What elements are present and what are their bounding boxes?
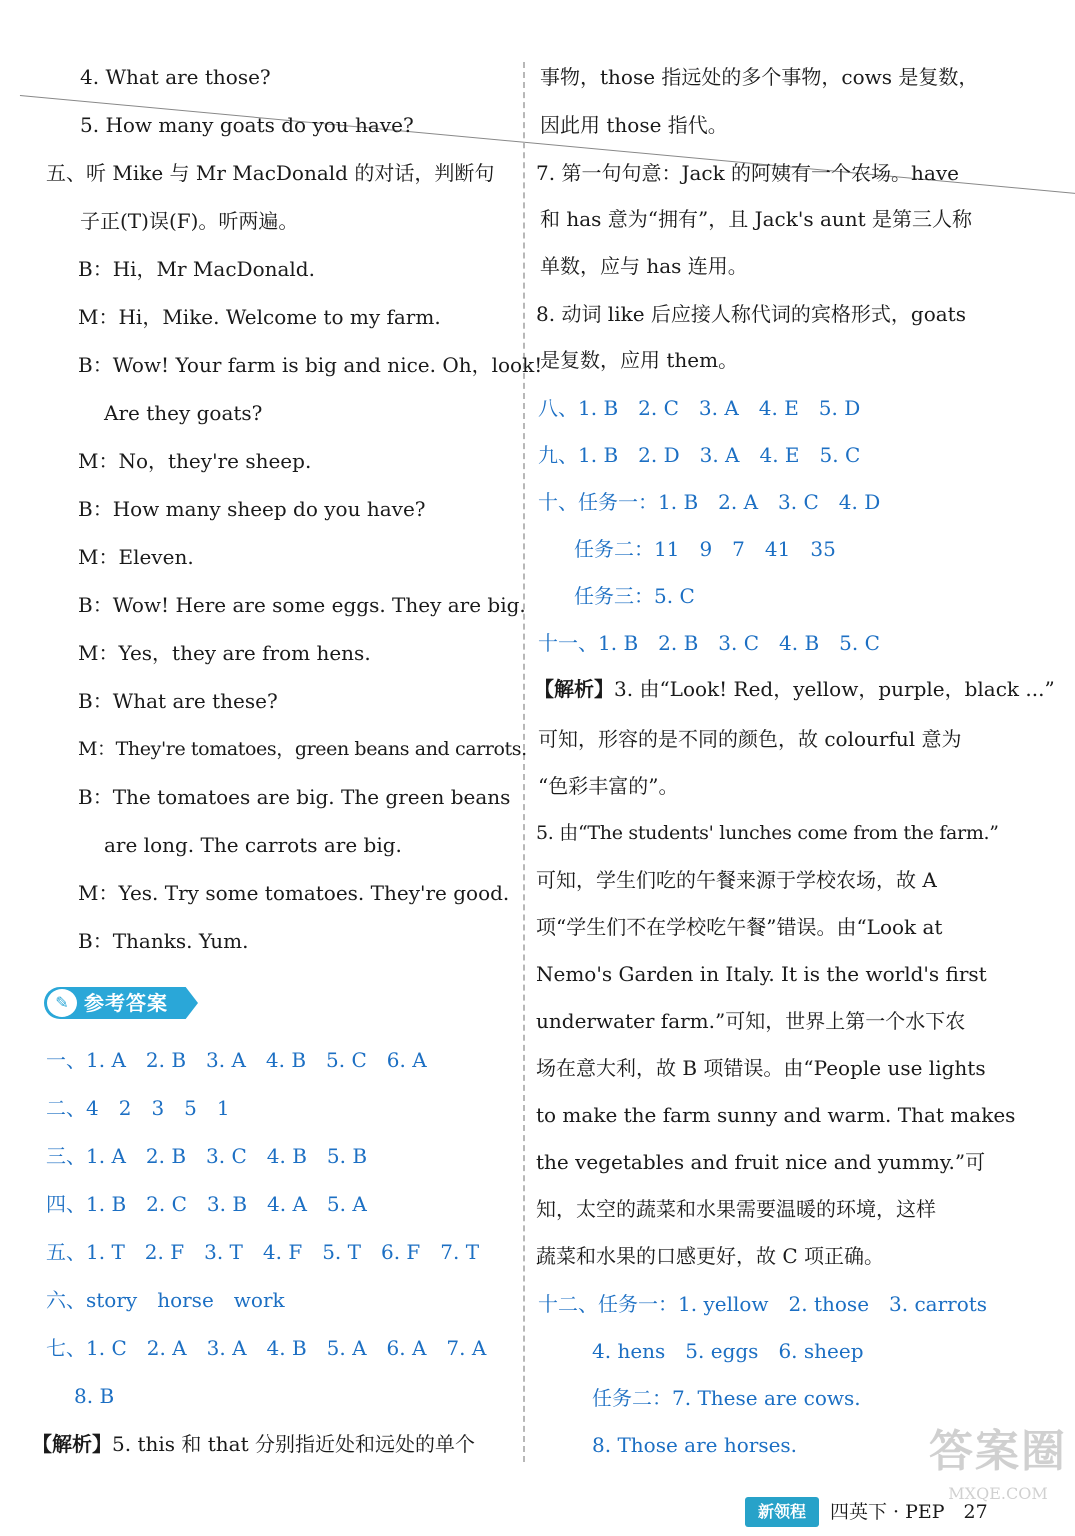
analysis-line: Nemo's Garden in Italy. It is the world's first — [536, 962, 987, 986]
analysis-line: 和 has 意为“拥有”，且 Jack's aunt 是第三人称 — [540, 207, 973, 231]
analysis-line: 8. 动词 like 后应接人称代词的宾格形式，goats — [536, 302, 966, 326]
dialogue-line: Are they goats? — [104, 401, 263, 425]
dialogue-line: M：Yes，they are from hens. — [78, 641, 371, 665]
analysis-line: 知，太空的蔬菜和水果需要温暖的环境，这样 — [536, 1197, 936, 1221]
answer-line: 十、任务一：1. B 2. A 3. C 4. D — [538, 490, 881, 514]
answer-line: 任务二：7. These are cows. — [592, 1386, 861, 1410]
dialogue-line: B：Wow! Here are some eggs. They are big. — [78, 593, 526, 617]
section-heading: 五、听 Mike 与 Mr MacDonald 的对话，判断句 — [46, 161, 495, 185]
analysis-line: 场在意大利，故 B 项错误。由“People use lights — [536, 1056, 986, 1080]
dialogue-line: M：Eleven. — [78, 545, 194, 569]
analysis-line: 是复数，应用 them。 — [540, 348, 739, 372]
dialogue-line: M：Yes. Try some tomatoes. They're good. — [78, 881, 510, 905]
answer-line: 八、1. B 2. C 3. A 4. E 5. D — [538, 396, 861, 420]
dialogue-line: M：They're tomatoes，green beans and carrots. — [78, 738, 527, 760]
question-line: 5. How many goats do you have? — [80, 113, 414, 137]
analysis-text: 3. 由“Look! Red，yellow，purple，black ...” — [614, 677, 1055, 701]
analysis-line: 可知，学生们吃的午餐来源于学校农场，故 A — [536, 868, 937, 892]
watermark-logo: 答案圈 — [929, 1426, 1067, 1477]
analysis-line — [32, 1430, 475, 1458]
answer-line: 七、1. C 2. A 3. A 4. B 5. A 6. A 7. A — [46, 1336, 487, 1360]
reference-answers-header — [44, 985, 204, 1021]
analysis-line: 事物，those 指远处的多个事物，cows 是复数， — [540, 65, 979, 89]
analysis-line: 5. 由“The students' lunches come from the farm.” — [536, 822, 999, 844]
analysis-line: 7. 第一句句意：Jack 的阿姨有一个农场。have — [536, 161, 959, 185]
answer-line: 8. Those are horses. — [592, 1433, 798, 1457]
dialogue-line: are long. The carrots are big. — [104, 833, 402, 857]
dialogue-line: M：Hi，Mike. Welcome to my farm. — [78, 305, 441, 329]
dialogue-line: B：How many sheep do you have? — [78, 497, 426, 521]
dialogue-line: B：What are these? — [78, 689, 278, 713]
brand-badge: 新领程 — [745, 1497, 819, 1527]
analysis-label: 【解析】 — [534, 677, 614, 701]
dialogue-line: B：Hi，Mr MacDonald. — [78, 257, 315, 281]
analysis-line: 因此用 those 指代。 — [540, 113, 728, 137]
answer-line: 四、1. B 2. C 3. B 4. A 5. A — [46, 1192, 367, 1216]
dialogue-line: B：Thanks. Yum. — [78, 929, 249, 953]
analysis-line: to make the farm sunny and warm. That makes — [536, 1103, 1016, 1127]
analysis-text: 5. this 和 that 分别指近处和远处的单个 — [112, 1432, 475, 1456]
answer-line: 十二、任务一：1. yellow 2. those 3. carrots — [538, 1292, 988, 1316]
answer-line: 三、1. A 2. B 3. C 4. B 5. B — [46, 1144, 368, 1168]
answer-line: 一、1. A 2. B 3. A 4. B 5. C 6. A — [46, 1048, 427, 1072]
answers-title: 参考答案 — [84, 991, 168, 1015]
dialogue-line: B：The tomatoes are big. The green beans — [78, 785, 511, 809]
question-line: 4. What are those? — [80, 65, 271, 89]
answer-line: 任务三：5. C — [574, 584, 695, 608]
answer-line: 九、1. B 2. D 3. A 4. E 5. C — [538, 443, 861, 467]
analysis-line — [534, 675, 1055, 703]
pencil-icon: ✎ — [47, 989, 77, 1017]
analysis-line: the vegetables and fruit nice and yummy.”可 — [536, 1150, 986, 1174]
dialogue-line: B：Wow! Your farm is big and nice. Oh，look! — [78, 353, 543, 377]
answer-line: 8. B — [74, 1384, 115, 1408]
answer-line: 4. hens 5. eggs 6. sheep — [592, 1339, 864, 1363]
analysis-line: 单数，应与 has 连用。 — [540, 254, 748, 278]
watermark — [928, 1420, 1068, 1530]
dialogue-line: M：No，they're sheep. — [78, 449, 312, 473]
analysis-line: “色彩丰富的”。 — [538, 774, 679, 798]
answer-line: 六、story horse work — [46, 1288, 285, 1312]
analysis-line: 蔬菜和水果的口感更好，故 C 项正确。 — [536, 1244, 885, 1268]
page-footer: 四英下 · PEP 27 — [830, 1501, 988, 1523]
answer-line: 任务二：11 9 7 41 35 — [574, 537, 836, 561]
section-heading: 子正(T)误(F)。听两遍。 — [80, 209, 299, 233]
analysis-label: 【解析】 — [32, 1432, 112, 1456]
answer-line: 二、4 2 3 5 1 — [46, 1096, 230, 1120]
analysis-line: 项“学生们不在学校吃午餐”错误。由“Look at — [536, 915, 943, 939]
answer-line: 五、1. T 2. F 3. T 4. F 5. T 6. F 7. T — [46, 1240, 480, 1264]
analysis-line: 可知，形容的是不同的颜色，故 colourful 意为 — [538, 727, 962, 751]
answer-line: 十一、1. B 2. B 3. C 4. B 5. C — [538, 631, 880, 655]
analysis-line: underwater farm.”可知，世界上第一个水下农 — [536, 1009, 966, 1033]
watermark-url: MXQE.COM — [948, 1484, 1048, 1503]
